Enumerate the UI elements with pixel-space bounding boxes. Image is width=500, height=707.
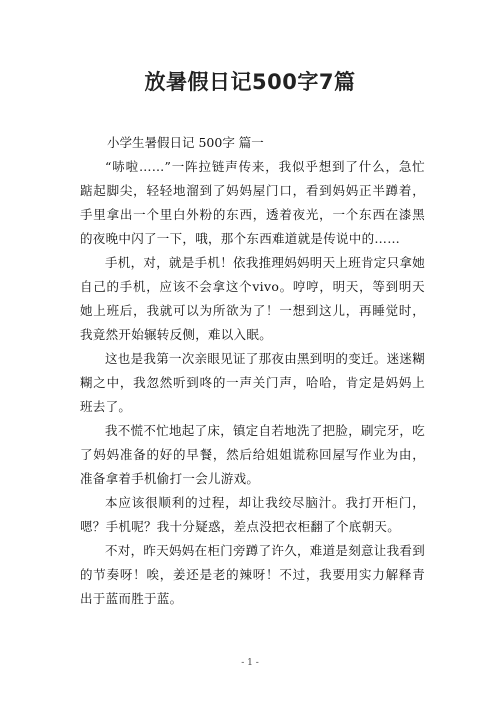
section-subtitle: 小学生暑假日记 500字 篇一 bbox=[107, 135, 264, 150]
paragraph-4: 我不慌不忙地起了床，镇定自若地洗了把脸，刷完牙，吃了妈妈准备的好的早餐，然后给姐姐谎称回屋写作业为由，准备拿着手机偷打一会儿游戏。 bbox=[80, 423, 426, 486]
paragraph-1: “哧啦……”一阵拉链声传来，我似乎想到了什么，急忙踮起脚尖，轻轻地溜到了妈妈屋门口，看到妈妈正半蹲着，手里拿出一个里白外粉的东西，透着夜光，一个东西在漆黑的夜晚中闪了一下，哦，那个东西难道就是传说中的…… bbox=[80, 159, 425, 246]
paragraph-5: 本应该很顺利的过程，却让我绞尽脑汁。我打开柜门，嗯？手机呢？我十分疑惑，差点没把衣柜翻了个底朝天。 bbox=[80, 495, 425, 534]
document-title: 放暑假日记500字7篇 bbox=[144, 70, 356, 94]
paragraph-3: 这也是我第一次亲眼见证了那夜由黑到明的变迁。迷迷糊糊之中，我忽然听到咚的一声关门声，哈哈，肯定是妈妈上班去了。 bbox=[80, 351, 426, 414]
paragraph-2: 手机，对，就是手机！依我推理妈妈明天上班肯定只拿她自己的手机，应该不会拿这个vivo。哼哼，明天，等到明天她上班后，我就可以为所欲为了！一想到这儿，再睡觉时，我竟然开始辗转反侧，难以入眠。 bbox=[80, 255, 426, 342]
page-number: - 1 - bbox=[241, 658, 259, 668]
paragraph-6: 不对，昨天妈妈在柜门旁蹲了许久，难道是刻意让我看到的节奏呀！唉，姜还是老的辣呀！不过，我要用实力解释青出于蓝而胜于蓝。 bbox=[80, 543, 426, 606]
document-body bbox=[80, 131, 425, 611]
